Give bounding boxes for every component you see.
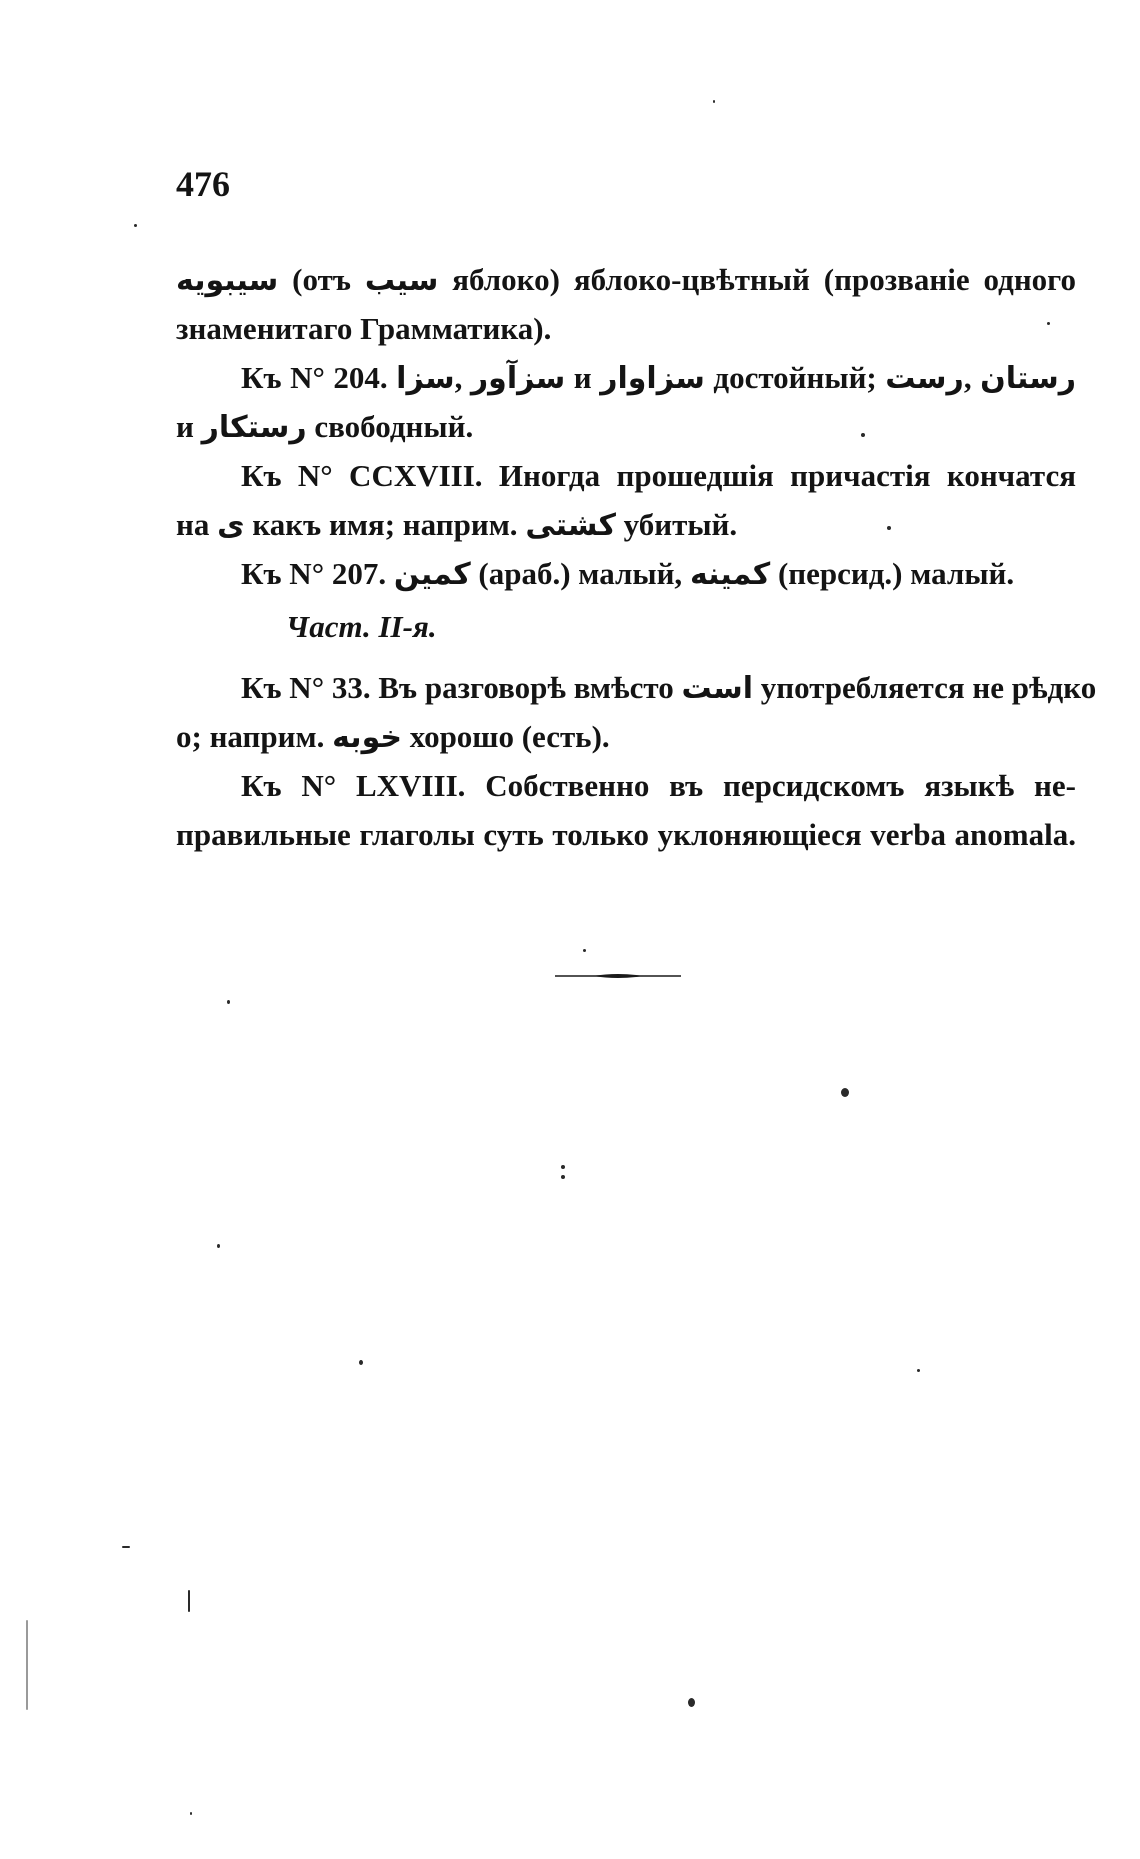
text-segment: (отъ [278, 262, 365, 297]
arabic-word: سزآور [470, 361, 566, 396]
text-segment: Къ N° CCXVIII. Иногда прошедшія причастія кончатся [241, 458, 1076, 493]
scan-speck [26, 1620, 28, 1710]
text-segment: свободный. [306, 409, 474, 444]
text-segment: убитый. [615, 507, 738, 542]
text-segment: хорошо (есть). [402, 719, 610, 754]
scan-speck [190, 1812, 192, 1815]
arabic-word: كشتى [525, 508, 616, 543]
text-segment: Къ N° 33. Въ разговорѣ вмѣсто [241, 670, 682, 705]
scan-speck [188, 1590, 190, 1612]
scan-speck [688, 1698, 695, 1707]
text-line [176, 549, 1076, 598]
scan-speck [841, 1088, 849, 1097]
text-line [176, 761, 1076, 810]
body-text [176, 255, 1097, 859]
arabic-word: سيبويه [176, 263, 279, 298]
scan-speck [359, 1360, 363, 1365]
arabic-word: سيب [364, 263, 439, 298]
scan-speck [227, 1000, 230, 1004]
text-line [176, 663, 1097, 712]
scan-speck [134, 224, 137, 227]
text-segment: употребляется не рѣдко [753, 670, 1097, 705]
text-line [176, 810, 1076, 859]
scan-speck [561, 1165, 565, 1169]
scan-speck [217, 1244, 220, 1248]
text-segment: правильные глаголы суть только уклоняющіеся verba anomala. [176, 817, 1076, 852]
text-segment: Част. II-я. [286, 609, 437, 644]
arabic-word: كمين [393, 557, 471, 592]
text-segment: какъ имя; наприм. [244, 507, 526, 542]
scan-speck [583, 949, 586, 952]
page-number: 476 [176, 164, 230, 204]
arabic-word: ى [217, 508, 245, 543]
scan-speck [561, 1175, 565, 1179]
text-line [176, 451, 1076, 500]
scan-speck [713, 100, 715, 103]
text-segment: , [454, 360, 471, 395]
arabic-word: كمينه [689, 557, 771, 592]
text-segment: на [176, 507, 218, 542]
text-segment: Къ N° LXVIII. Собственно въ персидскомъ языкѣ не- [241, 768, 1076, 803]
scan-speck [1047, 322, 1050, 325]
text-segment: Къ N° 207. [241, 556, 394, 591]
scan-speck [861, 433, 865, 437]
text-segment: и [176, 409, 202, 444]
text-line [176, 353, 1076, 402]
text-line [176, 402, 1076, 451]
scan-speck [887, 526, 891, 530]
arabic-word: سزاوار [600, 361, 705, 396]
arabic-word: رستان [980, 361, 1076, 396]
text-segment: и [565, 360, 601, 395]
arabic-word: است [681, 671, 753, 706]
arabic-word: سزا [396, 361, 455, 396]
text-segment: о; наприм. [176, 719, 333, 754]
ornamental-separator [555, 973, 681, 979]
text-segment: достойный; [704, 360, 886, 395]
arabic-word: رستكار [201, 410, 307, 445]
scan-speck [122, 1546, 130, 1548]
text-segment: яблоко) яблоко-цвѣтный (прозваніе одного [438, 262, 1076, 297]
scan-speck [917, 1369, 920, 1372]
text-line [176, 712, 1076, 761]
arabic-word: رست [885, 361, 964, 396]
text-line [176, 255, 1076, 304]
text-segment: знаменитаго Грамматика). [176, 311, 552, 346]
text-segment: , [963, 360, 981, 395]
text-segment: (араб.) малый, [470, 556, 690, 591]
arabic-word: خوبه [332, 720, 402, 755]
text-line [176, 304, 1076, 353]
section-heading [176, 602, 1076, 651]
text-segment: (персид.) малый. [770, 556, 1015, 591]
text-segment: Къ N° 204. [241, 360, 397, 395]
text-line [176, 500, 1076, 549]
